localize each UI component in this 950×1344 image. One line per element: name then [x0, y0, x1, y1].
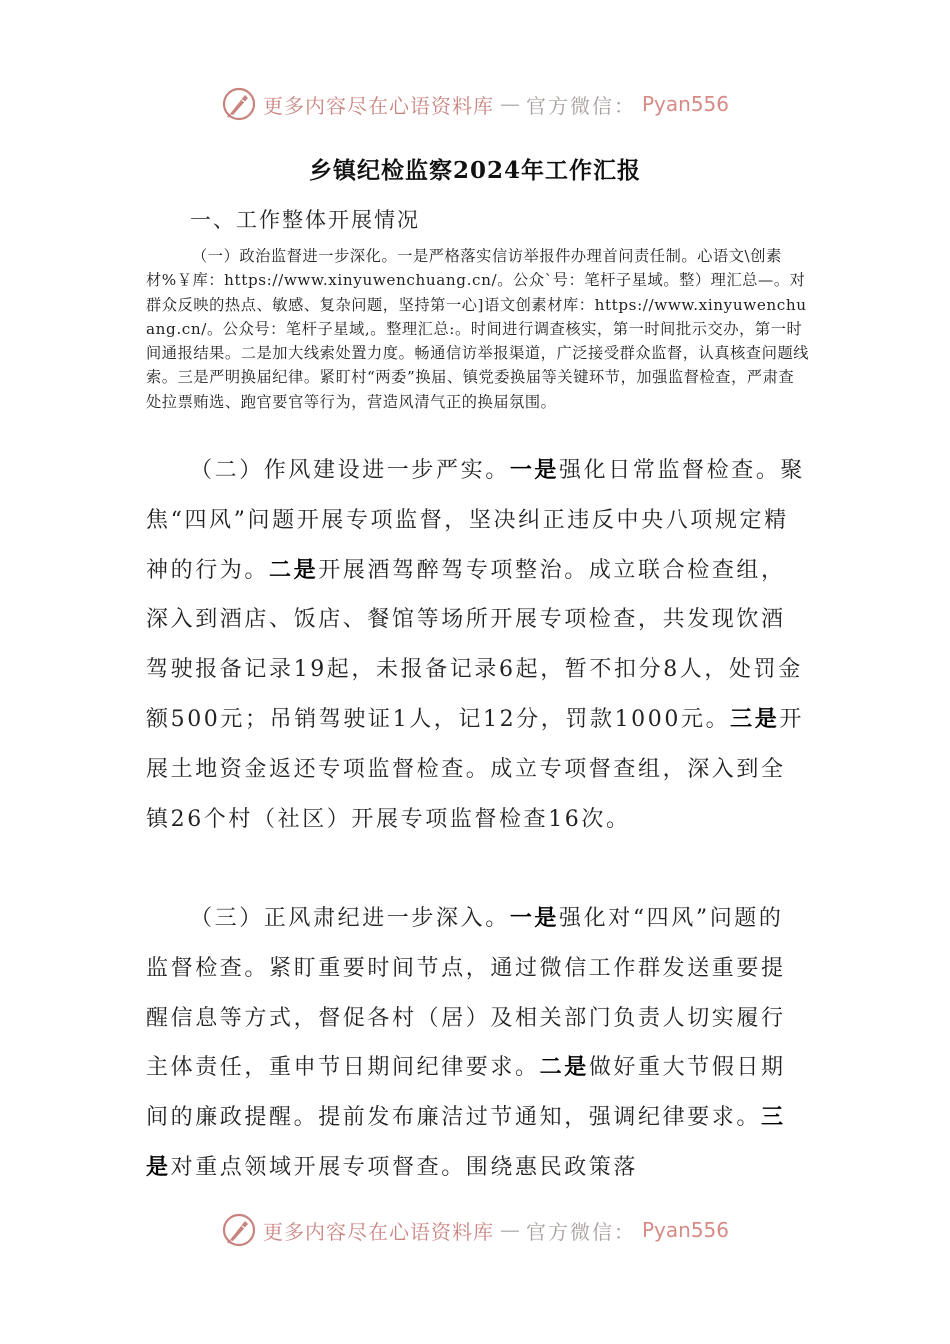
section-heading: 一、工作整体开展情况: [190, 208, 420, 232]
document-title: 乡镇纪检监察2024年工作汇报: [308, 157, 641, 184]
quill-pen-logo-icon: [221, 1212, 257, 1248]
para2-keyword-3: 三是: [730, 705, 780, 732]
banner-official-label: 官方微信：: [525, 93, 636, 118]
para3-keyword-2: 二是: [539, 1054, 589, 1081]
para3-text-3: 做好重大节假日期间的廉政提醒。提前发布廉洁过节通知，强调纪律要求。: [146, 1055, 786, 1131]
para3-text-2: 强化对“四风”问题的监督检查。紧盯重要时间节点，通过微信工作群发送重要提醒信息等方式，督促各村（居）及相关部门负责人切实履行主体责任，重申节日期间纪律要求。: [146, 906, 786, 1081]
para2-text-2: 强化日常监督检查。聚焦“四风”问题开展专项监督，坚决纠正违反中央八项规定精神的行为。: [146, 458, 806, 583]
banner-text: 更多内容尽在心语资料库: [262, 93, 494, 118]
paragraph-discipline: [146, 894, 806, 1193]
para3-text-1: （三）正风肃纪进一步深入。: [190, 906, 510, 931]
footer-watermark-banner: [0, 1208, 950, 1252]
banner-official-label: 官方微信：: [525, 1219, 636, 1244]
para3-keyword-3: 三是: [146, 1104, 786, 1180]
banner-text: 更多内容尽在心语资料库: [262, 1219, 494, 1244]
para2-text-4: 开展土地资金返还专项监督检查。成立专项督查组，深入到全镇26个村（社区）开展专项监督检查16次。: [146, 706, 804, 832]
para3-keyword-1: 一是: [509, 905, 560, 931]
header-watermark-banner: [0, 82, 950, 126]
banner-separator: —: [499, 92, 520, 116]
banner-separator: —: [499, 1218, 520, 1242]
para2-text-3: 开展酒驾醉驾专项整治。成立联合检查组，深入到酒店、饭店、餐馆等场所开展专项检查，共发现饮酒驾驶报备记录19起，未报备记录6起，暂不扣分8人，处罚金额500元；吊销驾驶证1人，记12分，罚款1000元。: [146, 557, 803, 732]
para2-text-1: （二）作风建设进一步严实。: [190, 458, 510, 483]
paragraph-work-style: [146, 446, 806, 844]
quill-pen-logo-icon: [221, 86, 257, 122]
banner-wechat-id: Pyan556: [641, 92, 729, 116]
banner-wechat-id: Pyan556: [641, 1218, 729, 1242]
paragraph-political-supervision: （一）政治监督进一步深化。一是严格落实信访举报件办理首问责任制。心语文\创素材%￥库：https://www.xinyuwenchuang.cn/。公众`号：笔杆子星域。整）理汇总—。对群众反映的热点、敏感、复杂问题，坚持第一心]语文创素材库：https://www.xinyuwenchuang.cn/。公众号：笔杆子星域,。整理汇总:。时间进行调查核实，第一时间批示交办，第一时间通报结果。二是加大线索处置力度。畅通信访举报渠道，广泛接受群众监督，认真核查问题线索。三是严明换届纪律。紧盯村“两委”换届、镇党委换届等关键环节，加强监督检查，严肃查处拉票贿选、跑官要官等行为，营造风清气正的换届氛围。: [146, 247, 810, 411]
para2-keyword-2: 二是: [269, 556, 319, 583]
para3-text-4: 对重点领域开展专项督查。围绕惠民政策落: [170, 1154, 639, 1180]
para2-keyword-1: 一是: [509, 457, 560, 483]
